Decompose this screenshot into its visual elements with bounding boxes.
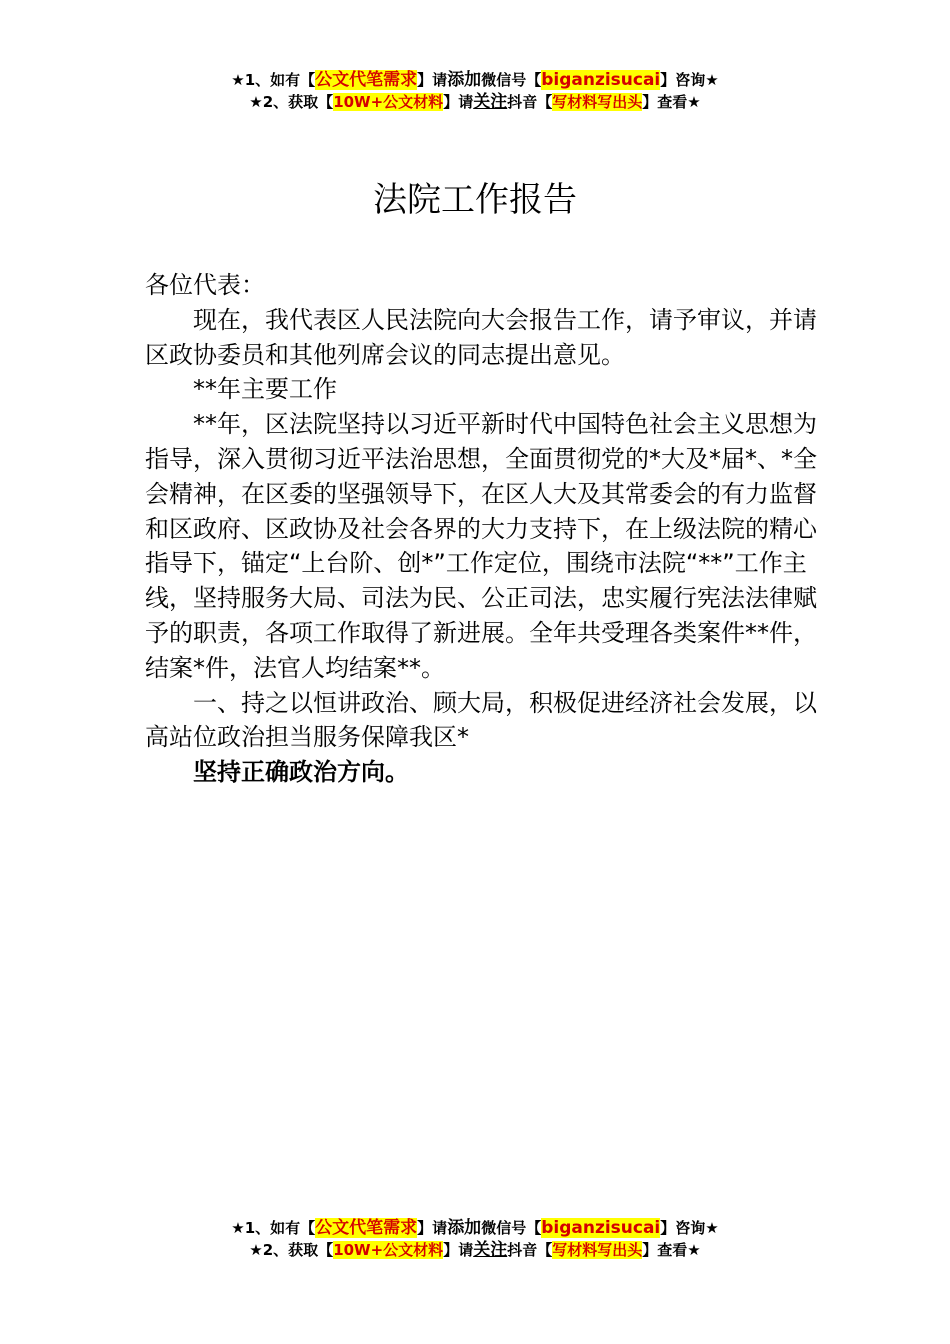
promo-text: 】请 (417, 71, 448, 89)
promo-emphasis: 添加 (447, 70, 482, 90)
promo-text: 】请 (443, 1241, 474, 1259)
promo-highlight: 公文代笔需求 (315, 1218, 418, 1238)
section-heading: 一、持之以恒讲政治、顾大局，积极促进经济社会发展，以高站位政治担当服务保障我区* (145, 688, 817, 752)
promo-text: 】查看★ (642, 1241, 701, 1259)
douyin-account-highlight: 写材料写出头 (552, 1241, 643, 1259)
wechat-id-highlight: biganzisucai (541, 70, 661, 90)
section-label: **年主要工作 (193, 375, 337, 404)
promo-text: 】咨询★ (660, 71, 719, 89)
promo-highlight: 公文代笔需求 (315, 70, 418, 90)
promo-text: 抖音【 (507, 1241, 553, 1259)
wechat-id-highlight: biganzisucai (541, 1218, 661, 1238)
promo-text: ★1、如有【 (231, 1219, 316, 1237)
paragraph: **年，区法院坚持以习近平新时代中国特色社会主义思想为指导，深入贯彻习近平法治思想，全面贯彻党的*大及*届*、*全会精神，在区委的坚强领导下，在区人大及其常委会的有力监督和区政府、区政协及社会各界的大力支持下，在上级法院的精心指导下，锚定“上台阶、创*”工作定位，围绕市法院“**”工作主线，坚持服务大局、司法为民、公正司法，忠实履行宪法法律赋予的职责，各项工作取得了新进展。全年共受理各类案件**件，结案*件，法官人均结案**。 (145, 410, 817, 682)
promo-text: 】咨询★ (660, 1219, 719, 1237)
document-title: 法院工作报告 (373, 180, 577, 220)
promo-text: 】请 (443, 93, 474, 111)
promo-text: 微信号【 (481, 1219, 542, 1237)
promo-text: 微信号【 (481, 71, 542, 89)
promo-text: ★2、获取【 (249, 93, 334, 111)
salutation: 各位代表： (145, 271, 265, 299)
promo-text: ★2、获取【 (249, 1241, 334, 1259)
promo-line-1 (0, 69, 950, 91)
promo-line-1 (0, 1217, 950, 1239)
promo-emphasis: 关注 (473, 1240, 508, 1260)
promo-text: 】请 (417, 1219, 448, 1237)
paragraph: 现在，我代表区人民法院向大会报告工作，请予审议，并请区政协委员和其他列席会议的同志提出意见。 (145, 305, 817, 369)
promo-banner-top (0, 69, 950, 113)
bold-heading: 坚持正确政治方向。 (193, 758, 409, 787)
douyin-account-highlight: 写材料写出头 (552, 93, 643, 111)
promo-highlight: 10W+公文材料 (333, 93, 444, 111)
promo-text: 抖音【 (507, 93, 553, 111)
promo-emphasis: 添加 (447, 1218, 482, 1238)
promo-text: ★1、如有【 (231, 71, 316, 89)
promo-line-2 (0, 91, 950, 113)
document-body (145, 268, 840, 790)
promo-emphasis: 关注 (473, 92, 508, 112)
promo-text: 】查看★ (642, 93, 701, 111)
promo-line-2 (0, 1239, 950, 1261)
promo-highlight: 10W+公文材料 (333, 1241, 444, 1259)
promo-banner-bottom (0, 1217, 950, 1261)
